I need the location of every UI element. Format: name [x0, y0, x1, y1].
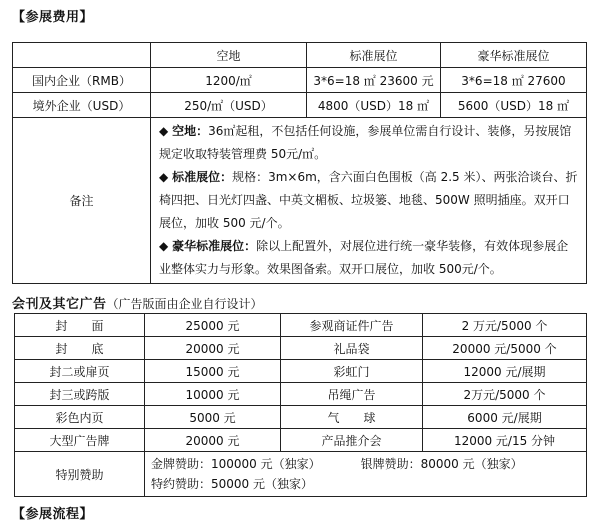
fees-header-row [13, 43, 587, 68]
note-title: 标准展位： [172, 170, 233, 184]
notes-label: 备注 [13, 118, 151, 284]
ad-item: 封二或扉页 [15, 360, 145, 383]
ads-row [15, 429, 587, 452]
note-text: 36㎡起租，不包括任何设施，参展单位需自行设计、装修，另按展馆规定收取特装管理费 50元/㎡。 [159, 124, 572, 161]
fees-cell: 3*6=18 ㎡ 23600 元 [307, 68, 441, 93]
ad-item: 封三或跨版 [15, 383, 145, 406]
ad-price: 2 万元/5000 个 [423, 314, 587, 337]
ad-item: 封 底 [15, 337, 145, 360]
fees-row-notes [13, 118, 587, 284]
ads-row [15, 383, 587, 406]
diamond-bullet-icon: ◆ [159, 124, 169, 138]
ad-item: 产品推介会 [281, 429, 423, 452]
silver-sponsor: 银牌赞助：80000 元（独家） [360, 457, 523, 471]
ads-row [15, 406, 587, 429]
ads-sponsor-row [15, 452, 587, 497]
fees-row-domestic [13, 68, 587, 93]
ads-title: 会刊及其它广告 [12, 297, 107, 312]
note-text: 规格：3m×6m，含六面白色围板（高 2.5 米）、两张洽谈台、折椅四把、日光灯四盏、中英文楣板、垃圾篓、地毯、500W 照明插座。双开口展位，加收 500 元/个。 [159, 170, 578, 230]
fees-table [12, 42, 587, 284]
fees-row-label: 国内企业（RMB） [13, 68, 151, 93]
process-section-title: 【参展流程】 [12, 507, 94, 522]
ad-item: 参观商证件广告 [281, 314, 423, 337]
sponsor-line-1 [151, 454, 580, 474]
gold-sponsor: 金牌赞助：100000 元（独家） [151, 457, 321, 471]
ads-section-title [12, 293, 263, 312]
fees-header-corner [13, 43, 151, 68]
ads-row [15, 360, 587, 383]
diamond-bullet-icon: ◆ [159, 239, 169, 253]
ad-item: 彩虹门 [281, 360, 423, 383]
ads-row [15, 314, 587, 337]
note-standard-booth [159, 166, 578, 235]
note-title: 豪华标准展位： [172, 239, 257, 253]
ads-subtitle: （广告版面由企业自行设计） [106, 297, 263, 311]
ad-price: 20000 元/5000 个 [423, 337, 587, 360]
ads-row [15, 337, 587, 360]
fees-header-cell: 空地 [151, 43, 307, 68]
ad-price: 12000 元/15 分钟 [423, 429, 587, 452]
note-title: 空地： [172, 124, 209, 138]
notes-content [151, 118, 587, 284]
ad-price: 20000 元 [145, 429, 281, 452]
fees-cell: 1200/㎡ [151, 68, 307, 93]
ad-price: 12000 元/展期 [423, 360, 587, 383]
ad-price: 2万元/5000 个 [423, 383, 587, 406]
fees-section-title: 【参展费用】 [12, 10, 94, 25]
ad-item: 大型广告牌 [15, 429, 145, 452]
fees-cell: 3*6=18 ㎡ 27600 [441, 68, 587, 93]
note-luxury-booth [159, 235, 578, 281]
ad-item: 气 球 [281, 406, 423, 429]
ad-item: 彩色内页 [15, 406, 145, 429]
fees-cell: 250/㎡（USD） [151, 93, 307, 118]
ad-item: 封 面 [15, 314, 145, 337]
ad-price: 15000 元 [145, 360, 281, 383]
fees-header-cell: 豪华标准展位 [441, 43, 587, 68]
note-text: 除以上配置外，对展位进行统一豪华装修，有效体现参展企业整体实力与形象。效果图备索。双开口展位，加收 500元/个。 [159, 239, 569, 276]
ad-item: 吊绳广告 [281, 383, 423, 406]
ad-price: 25000 元 [145, 314, 281, 337]
fees-row-label: 境外企业（USD） [13, 93, 151, 118]
ad-item: 礼品袋 [281, 337, 423, 360]
sponsor-details [145, 452, 587, 497]
note-open-space [159, 120, 578, 166]
sponsor-line-2 [151, 474, 580, 494]
ad-price: 5000 元 [145, 406, 281, 429]
ad-price: 6000 元/展期 [423, 406, 587, 429]
fees-header-cell: 标准展位 [307, 43, 441, 68]
ad-price: 20000 元 [145, 337, 281, 360]
ad-price: 10000 元 [145, 383, 281, 406]
diamond-bullet-icon: ◆ [159, 170, 169, 184]
sponsor-label: 特别赞助 [15, 452, 145, 497]
fees-cell: 5600（USD）18 ㎡ [441, 93, 587, 118]
fees-row-overseas [13, 93, 587, 118]
special-sponsor: 特约赞助：50000 元（独家） [151, 477, 313, 491]
ads-table [14, 313, 587, 497]
fees-cell: 4800（USD）18 ㎡ [307, 93, 441, 118]
